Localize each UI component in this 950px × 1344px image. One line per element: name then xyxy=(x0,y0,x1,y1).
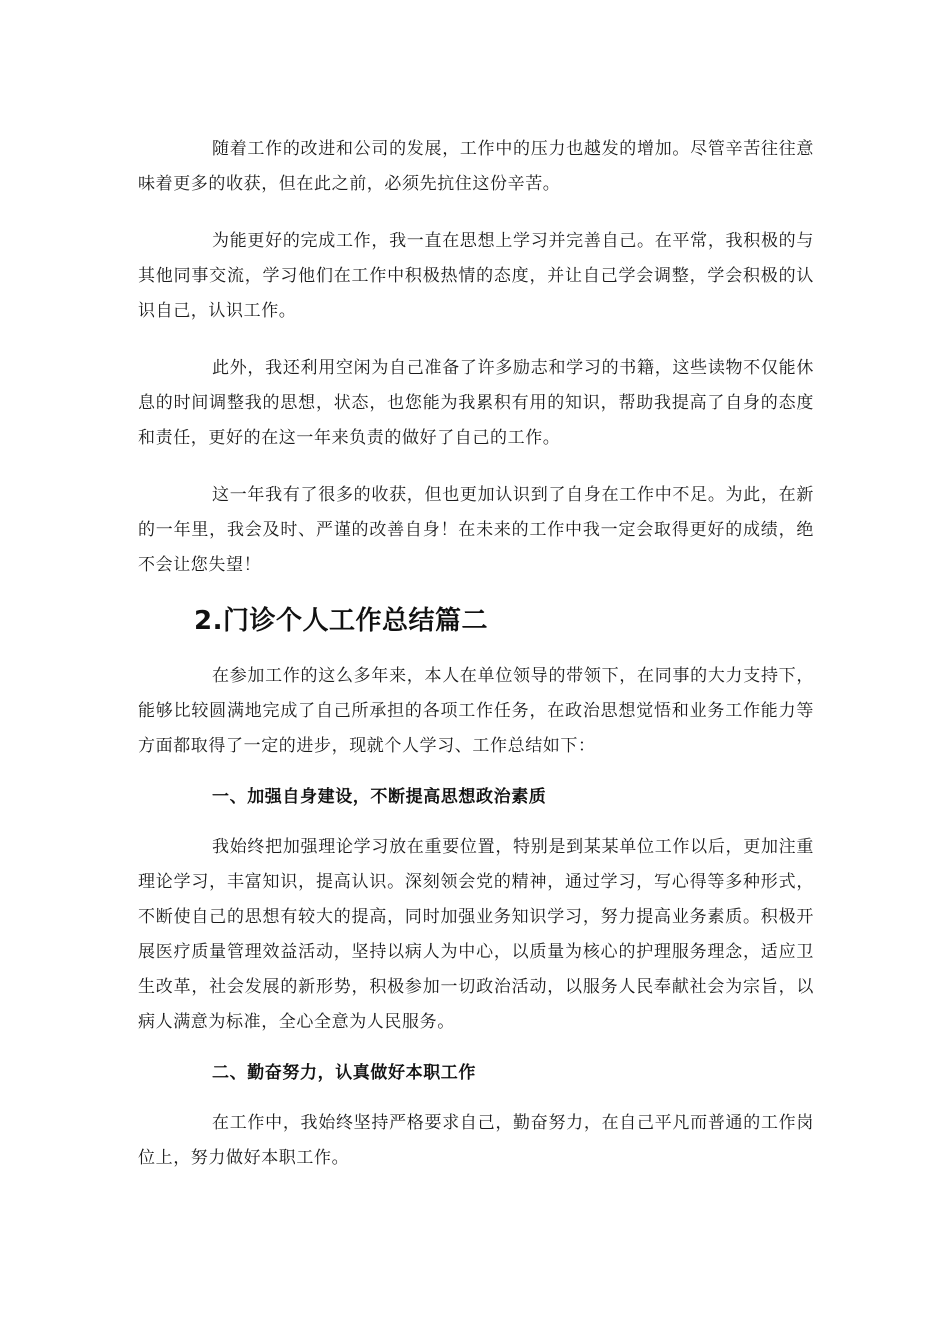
paragraph-strict-requirements: 在工作中，我始终坚持严格要求自己，勤奋努力，在自己平凡而普通的工作岗位上，努力做好本职工作。 xyxy=(138,1113,814,1168)
document-body xyxy=(138,132,814,1176)
paragraph-reading: 此外，我还利用空闲为自己准备了许多励志和学习的书籍，这些读物不仅能休息的时间调整我的思想，状态，也您能为我累积有用的知识，帮助我提高了自身的态度和责任，更好的在这一年来负责的做好了自己的工作。 xyxy=(138,358,814,448)
paragraph-conclusion: 这一年我有了很多的收获，但也更加认识到了自身在工作中不足。为此，在新的一年里，我会及时、严谨的改善自身！在未来的工作中我一定会取得更好的成绩，绝不会让您失望！ xyxy=(138,485,814,575)
paragraph-theory-study: 我始终把加强理论学习放在重要位置，特别是到某某单位工作以后，更加注重理论学习，丰富知识，提高认识。深刻领会党的精神，通过学习，写心得等多种形式，不断使自己的思想有较大的提高，同时加强业务知识学习，努力提高业务素质。积极开展医疗质量管理效益活动，坚持以病人为中心，以质量为核心的护理服务理念，适应卫生改革，社会发展的新形势，积极参加一切政治活动，以服务人民奉献社会为宗旨，以病人满意为标准，全心全意为人民服务。 xyxy=(138,837,814,1032)
paragraph-pressure: 随着工作的改进和公司的发展，工作中的压力也越发的增加。尽管辛苦往往意味着更多的收获，但在此之前，必须先抗住这份辛苦。 xyxy=(138,139,814,194)
sub-heading-diligent-work: 二、勤奋努力，认真做好本职工作 xyxy=(212,1063,476,1083)
paragraph-intro: 在参加工作的这么多年来，本人在单位领导的带领下，在同事的大力支持下，能够比较圆满地完成了自己所承担的各项工作任务，在政治思想觉悟和业务工作能力等方面都取得了一定的进步，现就个人学习、工作总结如下： xyxy=(138,666,814,756)
sub-heading-political-quality: 一、加强自身建设，不断提高思想政治素质 xyxy=(212,787,547,807)
section-title: 2.门诊个人工作总结篇二 xyxy=(194,606,488,636)
paragraph-self-improvement: 为能更好的完成工作，我一直在思想上学习并完善自己。在平常，我积极的与其他同事交流，学习他们在工作中积极热情的态度，并让自己学会调整，学会积极的认识自己，认识工作。 xyxy=(138,231,814,321)
